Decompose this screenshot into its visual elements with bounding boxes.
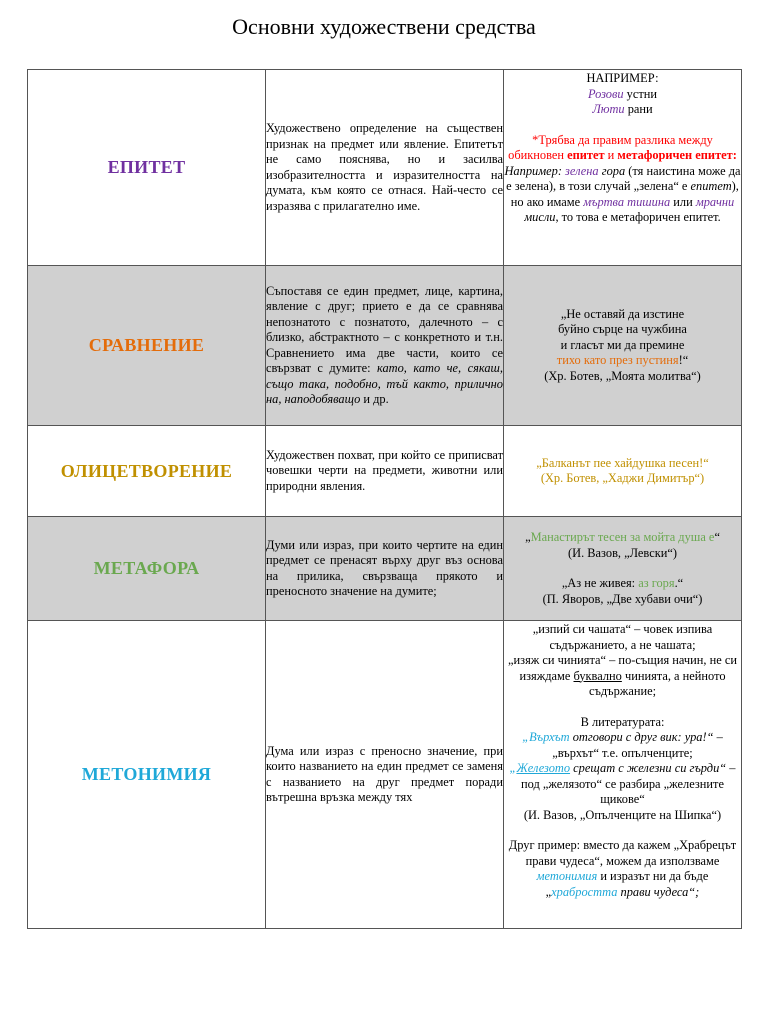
term-metaphor: МЕТАФОРА bbox=[28, 517, 266, 621]
example-line bbox=[504, 353, 741, 369]
table-row-personification bbox=[28, 426, 742, 517]
term-epithet: ЕПИТЕТ bbox=[28, 70, 266, 266]
definition-metonymy: Дума или израз с преносно значение, при които названието на един предмет се заменя с названието на друг предмет поради вътрешна връзка между тях bbox=[266, 621, 504, 929]
example-word: Манастирът тесен за мойта душа е bbox=[530, 530, 715, 544]
note-text: епитет bbox=[567, 148, 605, 162]
example-line: и гласът ми да премине bbox=[560, 337, 685, 352]
page-title: Основни художествени средства bbox=[232, 14, 536, 39]
example-line: „изпий си чашата“ – човек изпива съдържанието, а не чашата; bbox=[532, 622, 713, 652]
definition-personification: Художествен похват, при който се приписват човешки черти на предмети, животни или природни явления. bbox=[266, 426, 504, 517]
example-word: срещат с железни си гърди“ bbox=[570, 761, 727, 775]
example-word: ), но ако имаме bbox=[510, 179, 739, 209]
example-word: мрачни bbox=[695, 194, 735, 209]
table-row-metonymy bbox=[28, 621, 742, 929]
example-word: мъртва тишина bbox=[583, 194, 671, 209]
example-word: мисли bbox=[524, 210, 556, 224]
example-word: Люти bbox=[592, 102, 625, 116]
definition-text: и др. bbox=[360, 392, 389, 406]
example-word: „ bbox=[525, 530, 531, 544]
example-word: буквално bbox=[573, 668, 622, 683]
example-line: „Не оставяй да изстине bbox=[560, 306, 685, 321]
example-word: Железото bbox=[516, 761, 571, 775]
table-row-epithet bbox=[28, 70, 742, 266]
definition-metaphor: Думи или израз, при които чертите на един предмет се пренасят върху друг въз основа на прилика, свързваща прякото и преносното значение на думите; bbox=[266, 517, 504, 621]
example-word: епитет bbox=[690, 179, 732, 193]
example-word: „изяж си чинията“ – по-същия начин, не си изяждаме bbox=[508, 653, 737, 683]
example-heading: В литературата: bbox=[580, 714, 665, 729]
example-word: зелена bbox=[565, 163, 599, 178]
example-word: устни bbox=[623, 86, 658, 101]
example-source: (И. Вазов, „Опълченците на Шипка“) bbox=[523, 807, 722, 822]
definition-text: Съпоставя се един предмет, лице, картина, явление с друг; прието е да се сравнява непознатото с познатото, далечното – с близко, абстрактното – с конкретното и т.н. Сравнението има две части, които се свързват с думите: bbox=[266, 283, 503, 375]
example-word: .“ bbox=[674, 576, 684, 590]
example-word: „ bbox=[509, 761, 517, 775]
example-line bbox=[504, 761, 741, 808]
example-source: (Хр. Ботев, „Моята молитва“) bbox=[544, 368, 701, 383]
term-simile: СРАВНЕНИЕ bbox=[28, 266, 266, 426]
example-word: , то това е метафоричен епитет. bbox=[555, 210, 721, 224]
table-row-metaphor bbox=[28, 517, 742, 621]
example-word: – под „желязото“ се разбира „железните щикове“ bbox=[521, 761, 736, 806]
example-word: храбростта bbox=[551, 884, 618, 899]
term-personification: ОЛИЦЕТВОРЕНИЕ bbox=[28, 426, 266, 517]
example-line: буйно сърце на чужбина bbox=[558, 322, 687, 337]
example-word: чинията, а нейното съдържание; bbox=[588, 668, 726, 698]
example-metonymy bbox=[504, 621, 742, 929]
note-text: метафоричен епитет: bbox=[617, 148, 737, 162]
example-personification bbox=[504, 426, 742, 517]
example-simile bbox=[504, 266, 742, 426]
example-word: – „върхът“ т.е. опълченците; bbox=[552, 730, 723, 760]
example-line bbox=[504, 87, 741, 103]
note-text: и bbox=[604, 148, 618, 162]
definition-text: като, като че, сякаш, също така, подобно, тъй както, прилично на, наподобяващо bbox=[266, 361, 503, 406]
example-word: !“ bbox=[678, 353, 689, 368]
example-line bbox=[504, 164, 741, 226]
example-word: тихо като през пустиня bbox=[556, 353, 679, 368]
example-word: (тя наистина може да е зелена), в този случай „зелена“ е bbox=[506, 163, 741, 193]
example-word: Друг пример: вместо да кажем „Храбрецът прави чудеса“, можем да използваме bbox=[508, 838, 737, 868]
example-note bbox=[504, 133, 741, 164]
definition-epithet: Художествено определение на съществен признак на предмет или явление. Епитетът не само пояснява, но и засилва изобразителността и изразителността на думата, към която се отнася. Най-често се изразява с прилагателно име. bbox=[266, 70, 504, 266]
example-word: отговори с друг вик: ура!“ bbox=[569, 730, 714, 744]
example-line: „Балканът пее хайдушка песен!“ bbox=[536, 455, 709, 470]
example-line bbox=[504, 102, 741, 118]
example-line bbox=[504, 653, 741, 700]
note-text: *Трябва да правим разлика между обикновен bbox=[508, 132, 713, 162]
example-word: или bbox=[670, 194, 696, 209]
example-source: (И. Вазов, „Левски“) bbox=[568, 545, 677, 560]
table-row-simile bbox=[28, 266, 742, 426]
example-word: рани bbox=[624, 102, 653, 116]
example-word: прави чудеса“; bbox=[617, 884, 700, 899]
example-word: метонимия bbox=[536, 869, 598, 883]
example-word: “ bbox=[714, 530, 720, 544]
example-line bbox=[504, 530, 741, 546]
example-word: аз горя bbox=[638, 576, 675, 590]
example-word: „ bbox=[522, 730, 530, 744]
example-word: „Аз не живея: bbox=[561, 576, 639, 590]
example-source: (Хр. Ботев, „Хаджи Димитър“) bbox=[540, 471, 705, 485]
example-line bbox=[504, 730, 741, 761]
example-word: Върхът bbox=[529, 730, 570, 744]
example-source: (П. Яворов, „Две хубави очи“) bbox=[542, 591, 703, 606]
example-word: и изразът ни да бъде „ bbox=[545, 869, 709, 899]
example-word: гора bbox=[598, 163, 626, 178]
example-epithet bbox=[504, 70, 742, 266]
definition-simile bbox=[266, 266, 504, 426]
example-word: Розови bbox=[587, 86, 624, 101]
term-metonymy: МЕТОНИМИЯ bbox=[28, 621, 266, 929]
example-line bbox=[504, 838, 741, 900]
example-metaphor bbox=[504, 517, 742, 621]
example-heading: НАПРИМЕР: bbox=[586, 71, 659, 85]
devices-table bbox=[27, 69, 742, 929]
example-line bbox=[504, 576, 741, 592]
example-word: Например: bbox=[504, 163, 566, 178]
